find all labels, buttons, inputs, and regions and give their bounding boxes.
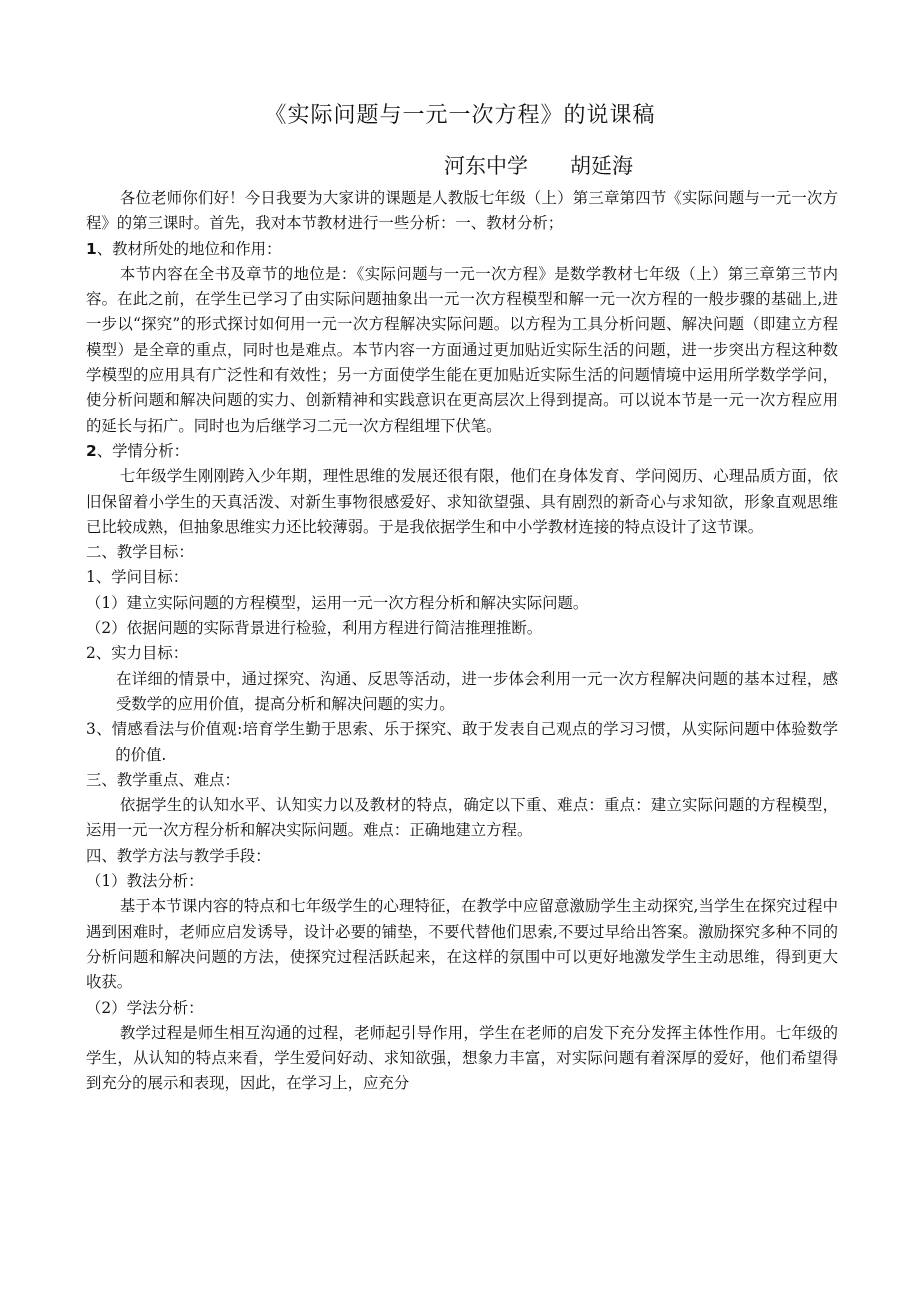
emotion-goal-paragraph xyxy=(86,717,838,768)
author-name: 胡延海 xyxy=(570,154,633,178)
methods-heading: 四、教学方法与教学手段： xyxy=(86,846,271,865)
ability-goal-heading: 2、实力目标： xyxy=(86,644,189,663)
emotion-goal-heading: 3、情感看法与价值观: xyxy=(86,720,243,739)
school-name: 河东中学 xyxy=(444,154,528,178)
learning-method-heading: （2）学法分析： xyxy=(86,998,204,1017)
section-2-heading xyxy=(86,439,838,464)
knowledge-goal-item-2: （2）依据问题的实际背景进行检验，利用方程进行简洁推理推断。 xyxy=(86,619,543,638)
section-2-number: 2 xyxy=(86,441,97,460)
key-points-paragraph: 依据学生的认知水平、认知实力以及教材的特点，确定以下重、难点：重点：建立实际问题的方程模型，运用一元一次方程分析和解决实际问题。难点：正确地建立方程。 xyxy=(86,796,838,840)
section-1-paragraph: 本节内容在全书及章节的地位是：《实际问题与一元一次方程》是数学教材七年级（上）第三章第三节内容。在此之前，在学生已学习了由实际问题抽象出一元一次方程模型和解一元一次方程的一般步骤的基础上,进一步以“探究”的形式探讨如何用一元一次方程解决实际问题。以方程为工具分析问题、解决问题（即建立方程模型）是全章的重点，同时也是难点。本节内容一方面通过更加贴近实际生活的问题，进一步突出方程这种数学模型的应用具有广泛性和有效性；另一方面使学生能在更加贴近实际生活的问题情境中运用所学数学学问，使分析问题和解决问题的实力、创新精神和实践意识在更高层次上得到提高。可以说本节是一元一次方程应用的延长与拓广。同时也为后继学习二元一次方程组埋下伏笔。 xyxy=(86,264,838,435)
section-2-title: 、学情分析： xyxy=(96,441,190,460)
emotion-goal-text: 培育学生勤于思索、乐于探究、敢于发表自己观点的学习习惯，从实际问题中体验数学的价值. xyxy=(115,720,838,764)
teaching-method-heading: （1）教法分析： xyxy=(86,872,204,891)
section-2-paragraph: 七年级学生刚刚跨入少年期，理性思维的发展还很有限，他们在身体发育、学问阅历、心理品质方面，依旧保留着小学生的天真活泼、对新生事物很感爱好、求知欲望强、具有剧烈的新奇心与求知欲，形象直观思维已比较成熟，但抽象思维实力还比较薄弱。于是我依据学生和中小学教材连接的特点设计了这节课。 xyxy=(86,467,838,536)
author-line xyxy=(444,150,633,180)
intro-paragraph: 各位老师你们好！今日我要为大家讲的课题是人教版七年级（上）第三章第四节《实际问题与一元一次方程》的第三课时。首先，我对本节教材进行一些分析：一、教材分析； xyxy=(86,189,838,233)
ability-goal-paragraph: 在详细的情景中，通过探究、沟通、反思等活动，进一步体会利用一元一次方程解决问题的基本过程，感受数学的应用价值，提高分析和解决问题的实力。 xyxy=(116,669,838,713)
teaching-goals-heading: 二、教学目标： xyxy=(86,543,194,562)
knowledge-goal-item-1: （1）建立实际问题的方程模型，运用一元一次方程分析和解决实际问题。 xyxy=(86,593,589,612)
document-title: 《实际问题与一元一次方程》的说课稿 xyxy=(264,103,656,128)
key-points-heading: 三、教学重点、难点： xyxy=(86,770,240,789)
knowledge-goal-heading: 1、学问目标： xyxy=(86,568,189,587)
section-1-title: 、教材所处的地位和作用： xyxy=(96,239,282,258)
document-body xyxy=(86,186,838,1097)
section-1-heading xyxy=(86,237,838,262)
section-1-number: 1 xyxy=(86,239,97,258)
learning-method-paragraph: 教学过程是师生相互沟通的过程，老师起引导作用，学生在老师的启发下充分发挥主体性作用。七年级的学生，从认知的特点来看，学生爱问好动、求知欲强，想象力丰富，对实际问题有着深厚的爱好，他们希望得到充分的展示和表现，因此，在学习上，应充分 xyxy=(86,1023,838,1093)
teaching-method-paragraph: 基于本节课内容的特点和七年级学生的心理特征，在教学中应留意激励学生主动探究,当学生在探究过程中遇到困难时，老师应启发诱导，设计必要的铺垫，不要代替他们思索,不要过早给出答案。激励探究多种不同的分析问题和解决问题的方法，使探究过程活跃起来，在这样的氛围中可以更好地激发学生主动思维，得到更大收获。 xyxy=(86,897,838,992)
